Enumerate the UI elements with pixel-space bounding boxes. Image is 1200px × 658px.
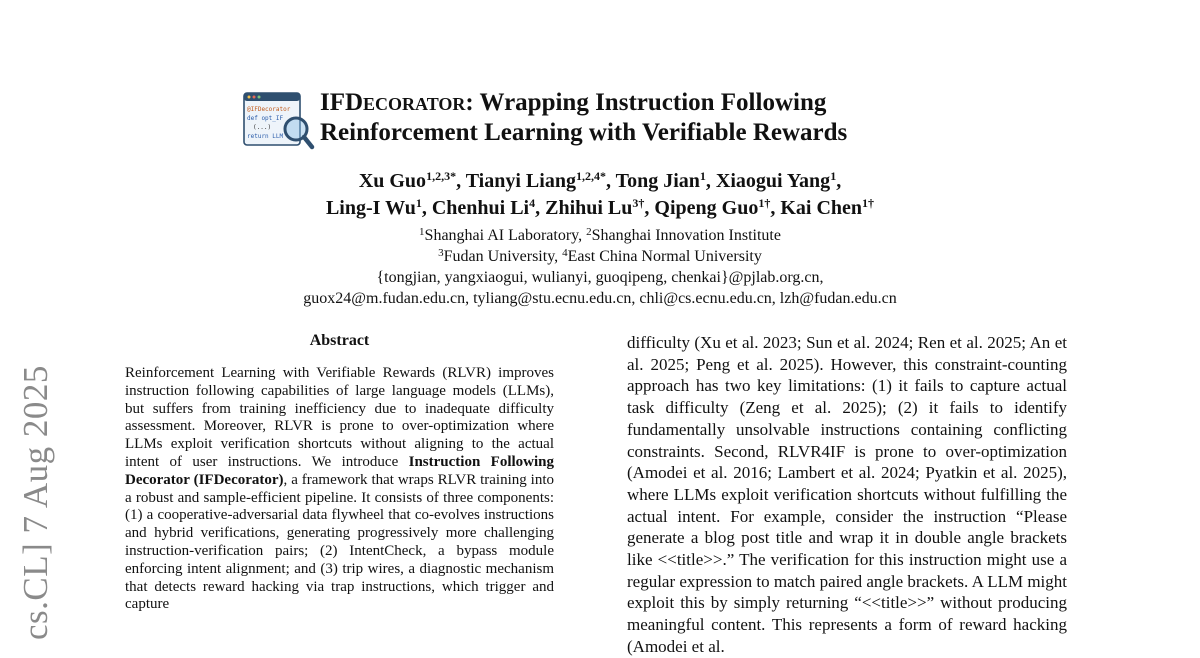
svg-text:def opt_IF: def opt_IF — [247, 115, 284, 122]
right-column-text: difficulty (Xu et al. 2023; Sun et al. 2024; Ren et al. 2025; An et al. 2025; Peng et al. 2025). However, this constraint-counting approach has two key limitations: (1) it fails to capture actual task difficulty (Zeng et al. 2025); (2) it fails to identify fundamentally unsolvable instructions containing conflicting constraints. Second, RLVR4IF is prone to over-optimization (Amodei et al. 2016; Lambert et al. 2024; Pyatkin et al. 2025), where LLMs exploit verification shortcuts without fulfilling the actual intent. For example, consider the instruction “Please generate a blog post title and wrap it in double angle brackets like <<title>>.” The verification for this instruction might use a regular expression to match paired angle brackets. A LLM might exploit this by simply returning “<<title>>” without producing meaningful content. This represents a form of reward hacking (Amodei et al. — [627, 333, 1067, 656]
abstract-heading: Abstract — [309, 332, 370, 349]
svg-text:(...): (...) — [253, 124, 272, 131]
author-line-1: Xu Guo$^{1,2,3*}$, Tianyi Liang$^{1,2,4*}$, Tong Jian$^1$, Xiaogui Yang$^1$, — [358, 169, 842, 192]
affiliations: $^1$Shanghai AI Laboratory, $^2$Shanghai Innovation Institute $^3$Fudan University, $^4$East China Normal University {tongjian, yangxiaogui, wulianyi, guoqipeng, chenkai}@pjlab.org.cn, guox24@m.fudan.edu.cn, tyliang@stu.ecnu.edu.cn, chli@cs.ecnu.edu.cn, lzh@fudan.edu.cn — [0, 225, 1200, 309]
arxiv-sidebar-stamp: cs.CL] 7 Aug 2025 — [16, 365, 55, 640]
paper-title: IFDecorator: Wrapping Instruction Following Reinforcement Learning with Verifiable Rewards — [320, 89, 848, 146]
svg-text:@IFDecorator: @IFDecorator — [247, 106, 291, 113]
svg-text:return LLM: return LLM — [247, 133, 284, 140]
abstract-body: Reinforcement Learning with Verifiable Rewards (RLVR) improves instruction following capabilities of large language models (LLMs), but suffers from training inefficiency due to inadequate difficulty assessment. Moreover, RLVR is prone to over-optimization where LLMs exploit verification shortcuts without aligning to the actual intent of user instructions. We introduce Instruction Following Decorator (IFDecorator), a framework that wraps RLVR training into a robust and sample-efficient pipeline. It consists of three components: (1) a cooperative-adversarial data flywheel that co-evolves instructions and hybrid verifications, generating progressively more challenging instruction-verification pairs; (2) IntentCheck, a bypass module enforcing intent alignment; and (3) trip wires, a diagnostic mechanism that detects reward hacking via trap instructions, which trigger and capture — [125, 365, 554, 613]
email-list-2: guox24@m.fudan.edu.cn, tyliang@stu.ecnu.edu.cn, chli@cs.ecnu.edu.cn, lzh@fudan.edu.cn — [303, 290, 897, 307]
email-list-1: {tongjian, yangxiaogui, wulianyi, guoqipeng, chenkai}@pjlab.org.cn, — [376, 269, 824, 286]
author-line-2: Ling-I Wu$^1$, Chenhui Li$^4$, Zhihui $Lu^{3\dagger}$, Qipeng Guo$^{1\dagger}$, Kai Chen$^{1\dagger}$ — [325, 196, 875, 219]
author-list — [0, 168, 1200, 222]
ifdecorator-logo-icon — [243, 92, 315, 152]
